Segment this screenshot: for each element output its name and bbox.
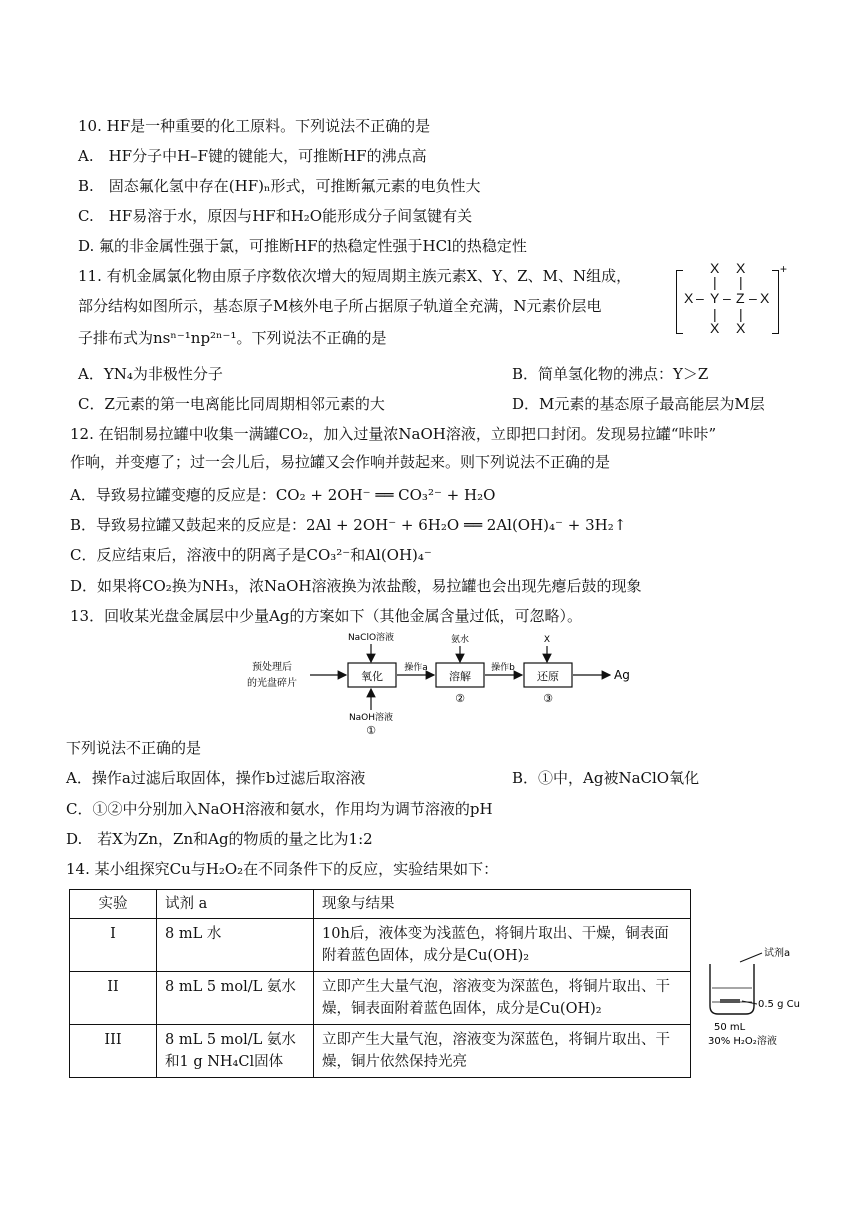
q12-option-b: B．导致易拉罐又鼓起来的反应是：2Al + 2OH⁻ + 6H₂O ══ 2Al(OH)₄⁻ + 3H₂↑	[70, 516, 627, 534]
q11-structure-diagram	[676, 262, 788, 362]
beaker-outline	[710, 964, 754, 1014]
beaker-reagent-pointer	[740, 953, 762, 962]
q11-stem-line3: 子排布式为nsⁿ⁻¹np²ⁿ⁻¹。下列说法不正确的是	[78, 329, 387, 347]
atom-x-left: X	[684, 290, 694, 306]
q13-option-b: B．①中，Ag被NaClO氧化	[512, 769, 700, 787]
q13-option-a: A．操作a过滤后取固体，操作b过滤后取溶液	[66, 769, 366, 787]
row3-reagent: 8 mL 5 mol/L 氨水和1 g NH₄Cl固体	[157, 1025, 314, 1078]
q11-option-a: A．YN₄为非极性分子	[78, 365, 223, 383]
copper-piece	[720, 999, 740, 1003]
table-row	[70, 919, 691, 972]
table-row	[70, 1025, 691, 1078]
atom-x-top1: X	[710, 260, 720, 276]
q11-stem-line2: 部分结构如图所示，基态原子M核外电子所占据原子轨道全充满，N元素价层电	[78, 297, 602, 315]
q13-stem: 13．回收某光盘金属层中少量Ag的方案如下（其他金属含量过低，可忽略）。	[70, 607, 583, 625]
atom-x-right: X	[760, 290, 770, 306]
flow-box2-top-reagent: 氨水	[450, 635, 470, 645]
q12-option-c: C．反应结束后，溶液中的阴离子是CO₃²⁻和Al(OH)₄⁻	[70, 546, 432, 564]
flow-box1-bottom-reagent: NaOH溶液	[348, 713, 394, 723]
flow-input-line2: 的光盘碎片	[247, 678, 297, 689]
q10-option-c: C. HF易溶于水，原因与HF和H₂O能形成分子间氢键有关	[78, 207, 473, 225]
beaker-solution-label: 30% H₂O₂溶液	[708, 1036, 777, 1047]
q10-option-a: A. HF分子中H–F键的键能大，可推断HF的沸点高	[78, 147, 427, 165]
bond-left: –	[696, 290, 704, 306]
q14-stem: 14. 某小组探究Cu与H₂O₂在不同条件下的反应，实验结果如下：	[66, 860, 499, 878]
copper-pointer	[742, 1001, 757, 1004]
bond-top2: |	[739, 274, 743, 290]
q10-option-d: D. 氟的非金属性强于氯，可推断HF的热稳定性强于HCl的热稳定性	[78, 237, 527, 255]
beaker-cu-label: 0.5 g Cu	[758, 999, 800, 1010]
header-result: 现象与结果	[314, 890, 691, 919]
header-reagent: 试剂 a	[157, 890, 314, 919]
bond-top1: |	[713, 274, 717, 290]
table-header-row	[70, 890, 691, 919]
flow-box1-label: 氧化	[361, 670, 383, 683]
row2-experiment: II	[70, 972, 157, 1025]
flow-box2-number: ②	[455, 692, 465, 705]
flow-step-a: 操作a	[404, 663, 428, 673]
q11-option-c: C．Z元素的第一电离能比同周期相邻元素的大	[78, 395, 385, 413]
bracket-left	[676, 270, 683, 334]
table-row	[70, 972, 691, 1025]
flow-box3-top-reagent: X	[543, 635, 551, 645]
flow-box1-top-reagent: NaClO溶液	[347, 633, 395, 643]
atom-y: Y	[710, 290, 720, 306]
beaker-reagent-label: 试剂a	[764, 948, 791, 959]
q11-option-d: D．M元素的基态原子最高能层为M层	[512, 395, 765, 413]
flow-box3-number: ③	[543, 692, 553, 705]
q13-option-c: C．①②中分别加入NaOH溶液和氨水，作用均为调节溶液的pH	[66, 800, 493, 818]
bond-right: –	[749, 290, 757, 306]
q12-stem-line2: 作响，并变瘪了；过一会儿后，易拉罐又会作响并鼓起来。则下列说法不正确的是	[70, 453, 611, 471]
row1-experiment: I	[70, 919, 157, 972]
flow-box1-number: ①	[366, 724, 376, 737]
flow-output: Ag	[614, 668, 630, 682]
row3-result: 立即产生大量气泡，溶液变为深蓝色，将铜片取出、干燥，铜片依然保持光亮	[314, 1025, 691, 1078]
q10-stem: 10. HF是一种重要的化工原料。下列说法不正确的是	[78, 117, 431, 135]
q11-option-b: B．简单氢化物的沸点：Y＞Z	[512, 365, 709, 383]
q13-flowchart	[230, 630, 650, 740]
atom-x-bottom1: X	[710, 320, 720, 336]
bond-bottom2: |	[739, 306, 743, 322]
q12-stem-line1: 12. 在铝制易拉罐中收集一满罐CO₂，加入过量浓NaOH溶液，立即把口封闭。发现易拉罐“咔咔”	[70, 425, 717, 443]
header-experiment: 实验	[70, 890, 157, 919]
q14-experiment-table	[69, 889, 691, 1078]
bond-mid: –	[723, 290, 731, 306]
bond-bottom1: |	[713, 306, 717, 322]
row2-reagent: 8 mL 5 mol/L 氨水	[157, 972, 314, 1025]
flow-box2-label: 溶解	[449, 670, 471, 683]
row3-experiment: III	[70, 1025, 157, 1078]
row2-result: 立即产生大量气泡，溶液变为深蓝色，将铜片取出、干燥，铜表面附着蓝色固体，成分是Cu(OH)₂	[314, 972, 691, 1025]
flow-box3-label: 还原	[537, 670, 559, 683]
q12-option-a: A．导致易拉罐变瘪的反应是：CO₂ + 2OH⁻ ══ CO₃²⁻ + H₂O	[70, 486, 496, 504]
atom-x-top2: X	[736, 260, 746, 276]
q10-option-b: B. 固态氟化氢中存在(HF)ₙ形式，可推断氟元素的电负性大	[78, 177, 481, 195]
flow-step-b: 操作b	[491, 663, 515, 673]
atom-z: Z	[736, 290, 745, 306]
row1-reagent: 8 mL 水	[157, 919, 314, 972]
beaker-diagram	[702, 944, 832, 1054]
atom-x-bottom2: X	[736, 320, 746, 336]
charge: +	[780, 262, 788, 276]
q13-sub-stem: 下列说法不正确的是	[66, 739, 202, 757]
flow-input-line1: 预处理后	[252, 662, 292, 673]
bracket-right	[772, 270, 779, 334]
q13-option-d: D. 若X为Zn，Zn和Ag的物质的量之比为1:2	[66, 830, 373, 848]
q11-stem-line1: 11. 有机金属氯化物由原子序数依次增大的短周期主族元素X、Y、Z、M、N组成，	[78, 267, 632, 285]
q12-option-d: D．如果将CO₂换为NH₃，浓NaOH溶液换为浓盐酸，易拉罐也会出现先瘪后鼓的现象	[70, 577, 642, 595]
row1-result: 10h后，液体变为浅蓝色，将铜片取出、干燥，铜表面附着蓝色固体，成分是Cu(OH)₂	[314, 919, 691, 972]
beaker-volume-label: 50 mL	[714, 1022, 746, 1033]
